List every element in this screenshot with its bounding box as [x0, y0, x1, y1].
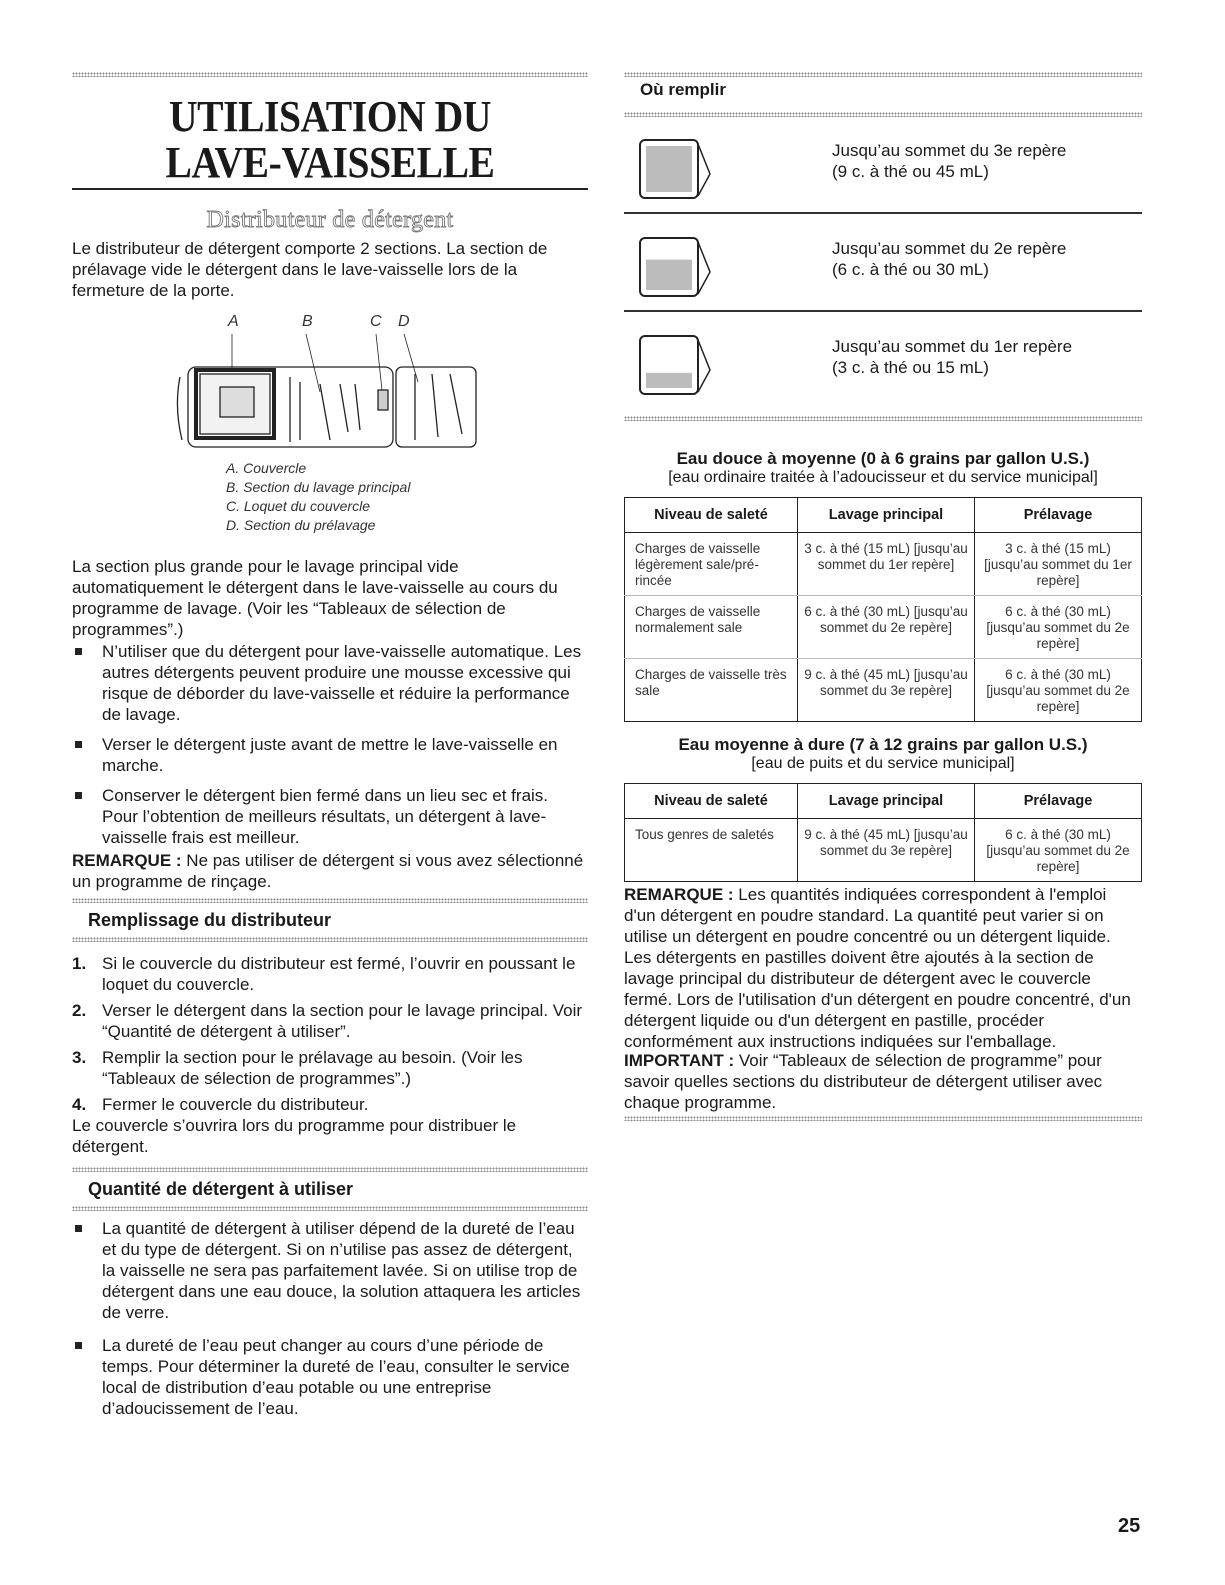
table-cell: Charges de vaisselle très sale [625, 659, 798, 722]
fill-level-text [832, 238, 1066, 280]
note-text: Les quantités indiquées correspondent à l'emploi d'un détergent en poudre standard. La quantité peut varier si on utilise un détergent en poudre concentré ou un détergent liquide. Les détergents en pastilles doivent être ajoutés à la section de lavage principal du distributeur de détergent avec le couvercle fermé. Lors de l'utilisation d'un détergent en poudre concentré, d'un détergent liquide ou d'un détergent en pastille, procéder conformément aux instructions indiquées sur l'emballage. [624, 885, 1131, 1051]
step-number: 1. [72, 954, 87, 973]
note-text: Ne pas utiliser de détergent si vous avez sélectionné un programme de rinçage. [72, 851, 584, 891]
column-header: Prélavage [975, 784, 1142, 819]
fill-level-row [624, 218, 1142, 318]
table-cell: 3 c. à thé (15 mL) [jusqu’au sommet du 1er repère] [798, 533, 975, 596]
diagram-letter-a: A [228, 313, 239, 330]
important-text: Voir “Tableaux de sélection de programme” pour savoir quelles sections du distributeur de détergent utiliser avec chaque programme. [624, 1051, 1103, 1112]
where-to-fill-heading: Où remplir [640, 80, 726, 99]
section-heading-dispenser: Distributeur de détergent [206, 207, 454, 233]
cup-1-icon [636, 330, 716, 400]
legend-item-a: A. Couvercle [226, 460, 307, 476]
main-wash-paragraph: La section plus grande pour le lavage principal vide automatiquement le détergent dans le lave-vaisselle au cours du programme de lavage. (Voir les “Tableaux de sélection de programmes”.) [72, 557, 558, 639]
column-header: Lavage principal [798, 784, 975, 819]
dispenser-drawing [170, 312, 490, 457]
list-item: La dureté de l’eau peut changer au cours d’une période de temps. Pour déterminer la dureté de l’eau, consulter le service local de distribution d’eau potable ou une entreprise d’adoucissement de l’eau. [72, 1335, 586, 1419]
column-header: Niveau de saleté [625, 498, 798, 533]
dotted-rule [72, 1167, 588, 1172]
step-text: Verser le détergent dans la section pour le lavage principal. Voir “Quantité de détergent à utiliser”. [102, 1001, 583, 1041]
list-item [72, 1000, 586, 1042]
hard-water-table-block [624, 735, 1142, 882]
fill-level-line2: (3 c. à thé ou 15 mL) [832, 358, 989, 377]
list-item [72, 953, 586, 995]
quantity-list [72, 1218, 586, 1428]
hard-water-table [624, 783, 1142, 882]
quantity-heading: Quantité de détergent à utiliser [88, 1179, 354, 1199]
table-row [625, 533, 1142, 596]
table-cell: 3 c. à thé (15 mL) [jusqu’au sommet du 1er repère] [975, 533, 1142, 596]
fill-steps-list [72, 953, 586, 1120]
fill-level-row [624, 120, 1142, 220]
dotted-rule [624, 1116, 1142, 1121]
fill-level-line1: Jusqu’au sommet du 3e repère [832, 141, 1067, 160]
row-divider [624, 310, 1142, 312]
fill-level-line2: (9 c. à thé ou 45 mL) [832, 162, 989, 181]
step-number: 4. [72, 1095, 87, 1114]
table-cell: Tous genres de saletés [625, 819, 798, 882]
note-label: REMARQUE : [72, 851, 182, 870]
list-item: Verser le détergent juste avant de mettre le lave-vaisselle en marche. [72, 734, 586, 776]
dotted-rule [72, 1206, 588, 1211]
dotted-rule [72, 898, 588, 903]
detergent-tips-list [72, 641, 586, 857]
table-title: Eau douce à moyenne (0 à 6 grains par gallon U.S.) [676, 449, 1090, 468]
important-note [624, 1050, 1142, 1113]
table-cell: 6 c. à thé (30 mL) [jusqu’au sommet du 2e repère] [975, 596, 1142, 659]
list-item: N’utiliser que du détergent pour lave-vaisselle automatique. Les autres détergents peuvent produire une mousse excessive qui risque de déborder du lave-vaisselle et réduire la performance de lavage. [72, 641, 586, 725]
fill-dispenser-heading: Remplissage du distributeur [88, 910, 332, 930]
soft-water-table-block [624, 449, 1142, 722]
intro-paragraph: Le distributeur de détergent comporte 2 sections. La section de prélavage vide le détergent dans le lave-vaisselle lors de la fermeture de la porte. [72, 239, 548, 300]
note-label: REMARQUE : [624, 885, 734, 904]
closing-paragraph: Le couvercle s’ouvrira lors du programme pour distribuer le détergent. [72, 1116, 517, 1156]
page-number: 25 [1118, 1515, 1141, 1537]
dotted-rule [624, 416, 1142, 421]
diagram-letter-b: B [302, 313, 313, 330]
fill-level-row [624, 316, 1142, 416]
column-header: Niveau de saleté [625, 784, 798, 819]
step-number: 2. [72, 1001, 87, 1020]
fill-level-line1: Jusqu’au sommet du 1er repère [832, 337, 1073, 356]
step-text: Si le couvercle du distributeur est fermé, l’ouvrir en poussant le loquet du couvercle. [102, 954, 576, 994]
row-divider [624, 212, 1142, 214]
important-label: IMPORTANT : [624, 1051, 735, 1070]
fill-level-text [832, 336, 1072, 378]
list-item [72, 1094, 586, 1115]
table-cell: 6 c. à thé (30 mL) [jusqu’au sommet du 2e repère] [975, 819, 1142, 882]
cup-3-icon [636, 134, 716, 204]
table-cell: 9 c. à thé (45 mL) [jusqu’au sommet du 3e repère] [798, 659, 975, 722]
table-cell: Charges de vaisselle légèrement sale/pré-rincée [625, 533, 798, 596]
table-row [625, 819, 1142, 882]
table-header-row [625, 498, 1142, 533]
column-header: Prélavage [975, 498, 1142, 533]
diagram-legend [226, 459, 556, 535]
diagram-letter-c: C [370, 313, 382, 330]
rinse-note [72, 850, 586, 892]
dotted-rule [624, 112, 1142, 117]
table-subtitle: [eau ordinaire traitée à l’adoucisseur et du service municipal] [668, 469, 1098, 486]
diagram-letter-d: D [398, 313, 410, 330]
top-dotted-rule-right [624, 72, 1142, 77]
step-number: 3. [72, 1048, 87, 1067]
dotted-rule [72, 937, 588, 942]
fill-level-text [832, 140, 1066, 182]
title-rule [72, 188, 588, 190]
page-title-line2: LAVE-VAISSELLE [165, 138, 495, 187]
legend-item-c: C. Loquet du couvercle [226, 498, 370, 514]
table-cell: 9 c. à thé (45 mL) [jusqu’au sommet du 3e repère] [798, 819, 975, 882]
column-header: Lavage principal [798, 498, 975, 533]
legend-item-d: D. Section du prélavage [226, 517, 376, 533]
page-title [72, 94, 588, 186]
table-row [625, 596, 1142, 659]
table-cell: Charges de vaisselle normalement sale [625, 596, 798, 659]
page-title-line1: UTILISATION DU [169, 92, 491, 141]
dispenser-diagram [170, 312, 490, 457]
cup-2-icon [636, 232, 716, 302]
table-subtitle: [eau de puits et du service municipal] [751, 755, 1015, 772]
list-item: Conserver le détergent bien fermé dans un lieu sec et frais. Pour l’obtention de meilleurs résultats, un détergent à lave-vaisselle frais est meilleur. [72, 785, 586, 848]
fill-level-line2: (6 c. à thé ou 30 mL) [832, 260, 989, 279]
list-item: La quantité de détergent à utiliser dépend de la dureté de l’eau et du type de détergent. Si on n’utilise pas assez de détergent, la vaisselle ne sera pas parfaitement lavée. Si on utilise trop de détergent dans une eau douce, la solution attaquera les articles de verre. [72, 1218, 586, 1323]
soft-water-table [624, 497, 1142, 722]
top-dotted-rule-left [72, 72, 588, 77]
list-item [72, 1047, 586, 1089]
legend-item-b: B. Section du lavage principal [226, 479, 411, 495]
table-header-row [625, 784, 1142, 819]
table-cell: 6 c. à thé (30 mL) [jusqu’au sommet du 2e repère] [798, 596, 975, 659]
quantity-note [624, 884, 1142, 1052]
step-text: Fermer le couvercle du distributeur. [102, 1095, 369, 1114]
fill-level-line1: Jusqu’au sommet du 2e repère [832, 239, 1067, 258]
table-cell: 6 c. à thé (30 mL) [jusqu’au sommet du 2e repère] [975, 659, 1142, 722]
step-text: Remplir la section pour le prélavage au besoin. (Voir les “Tableaux de sélection de programmes”.) [102, 1048, 523, 1088]
table-title: Eau moyenne à dure (7 à 12 grains par gallon U.S.) [678, 735, 1088, 754]
table-row [625, 659, 1142, 722]
